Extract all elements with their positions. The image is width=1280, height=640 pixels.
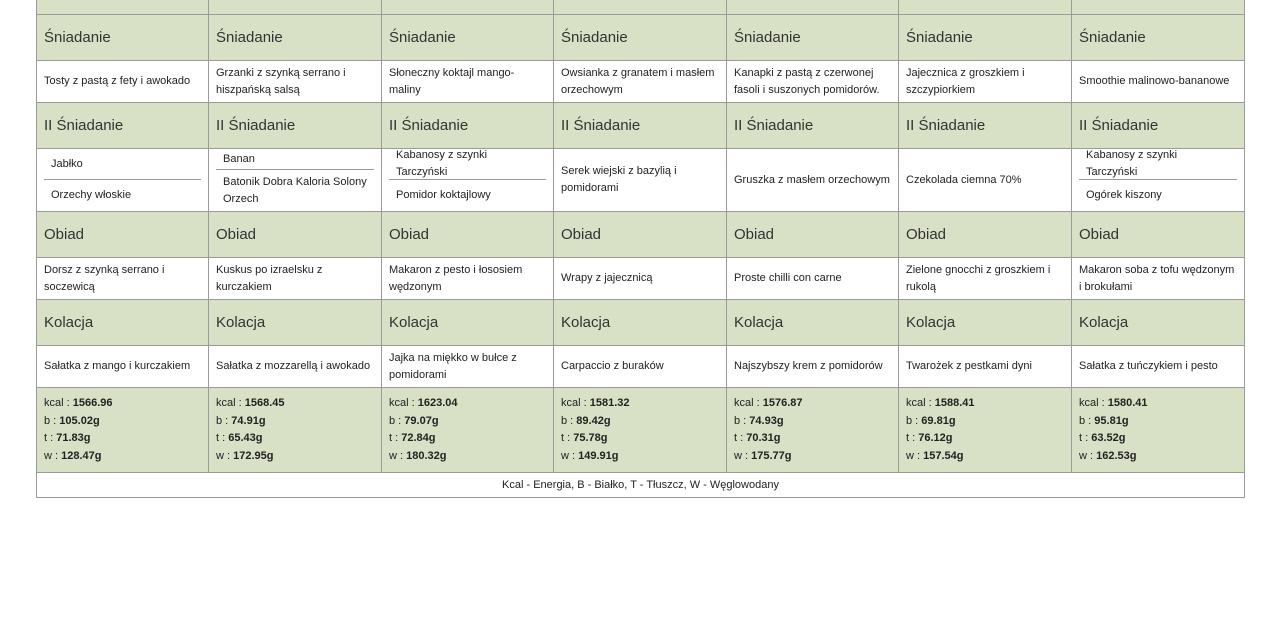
fat-value: 65.43g <box>228 432 263 444</box>
nutrition-cell: kcal : 1581.32 b : 89.42g t : 75.78g w : 149.91g <box>554 388 727 473</box>
nutrition-cell: kcal : 1588.41 b : 69.81g t : 76.12g w : 157.54g <box>899 388 1072 473</box>
meal-heading: II Śniadanie <box>1072 103 1245 149</box>
meal-heading: Kolacja <box>37 300 209 346</box>
meal-item: Pomidor koktajlowy <box>396 189 491 201</box>
meal-heading: Obiad <box>1072 212 1245 258</box>
meal-heading: Śniadanie <box>727 15 899 61</box>
meal-item: Makaron soba z tofu wędzonym i brokułami <box>1072 258 1245 300</box>
meal-item: Czekolada ciemna 70% <box>899 149 1072 212</box>
lunch-heading-row <box>37 212 1245 258</box>
meal-heading: Kolacja <box>554 300 727 346</box>
day-header <box>37 0 209 15</box>
meal-heading: Kolacja <box>1072 300 1245 346</box>
day-header <box>899 0 1072 15</box>
meal-heading: II Śniadanie <box>37 103 209 149</box>
legend: Kcal - Energia, B - Białko, T - Tłuszcz, W - Węglowodany <box>37 473 1245 498</box>
carbs-value: 149.91g <box>578 449 619 462</box>
fat-value: 75.78g <box>573 432 608 444</box>
meal-item: Jajka na miękko w bułce z pomidorami <box>382 346 554 388</box>
meal-heading: II Śniadanie <box>899 103 1072 149</box>
kcal-value: 1580.41 <box>1107 397 1148 409</box>
meal-heading: Obiad <box>727 212 899 258</box>
meal-heading: Śniadanie <box>382 15 554 61</box>
protein-value: 105.02g <box>59 414 100 427</box>
meal-heading: Śniadanie <box>37 15 209 61</box>
meal-item: Batonik Dobra Kaloria Solony Orzech <box>223 175 367 205</box>
meal-heading: II Śniadanie <box>382 103 554 149</box>
meal-item: Gruszka z masłem orzechowym <box>727 149 899 212</box>
meal-cell <box>1072 149 1245 212</box>
meal-heading: Kolacja <box>382 300 554 346</box>
protein-value: 95.81g <box>1094 414 1129 427</box>
meal-item: Kabanosy z szynki Tarczyński <box>389 149 546 180</box>
breakfast-heading-row <box>37 15 1245 61</box>
meal-cell <box>37 149 209 212</box>
meal-item: Ogórek kiszony <box>1086 189 1162 201</box>
carbs-value: 128.47g <box>61 449 102 462</box>
fat-value: 72.84g <box>401 432 436 444</box>
meal-heading: Śniadanie <box>899 15 1072 61</box>
meal-item: Banan <box>216 149 374 170</box>
meal-item: Kanapki z pastą z czerwonej fasoli i suszonych pomidorów. <box>727 61 899 103</box>
kcal-value: 1581.32 <box>589 397 630 409</box>
nutrition-cell: kcal : 1566.96 b : 105.02g t : 71.83g w : 128.47g <box>37 388 209 473</box>
day-header <box>209 0 382 15</box>
meal-item: Sałatka z mozzarellą i awokado <box>209 346 382 388</box>
meal-item: Orzechy włoskie <box>51 189 132 201</box>
meal-heading: II Śniadanie <box>209 103 382 149</box>
nutrition-row <box>37 388 1245 473</box>
meal-heading: Śniadanie <box>209 15 382 61</box>
meal-item: Carpaccio z buraków <box>554 346 727 388</box>
second-breakfast-heading-row <box>37 103 1245 149</box>
meal-heading: Obiad <box>382 212 554 258</box>
protein-value: 69.81g <box>921 414 956 427</box>
day-header-row <box>37 0 1245 15</box>
meal-item: Wrapy z jajecznicą <box>554 258 727 300</box>
meal-item: Proste chilli con carne <box>727 258 899 300</box>
lunch-row <box>37 258 1245 300</box>
meal-item: Kuskus po izraelsku z kurczakiem <box>209 258 382 300</box>
carbs-value: 162.53g <box>1096 449 1137 462</box>
meal-heading: Obiad <box>554 212 727 258</box>
day-header <box>1072 0 1245 15</box>
meal-item: Kabanosy z szynki Tarczyński <box>1079 149 1237 180</box>
meal-item: Jajecznica z groszkiem i szczypiorkiem <box>899 61 1072 103</box>
fat-value: 70.31g <box>746 432 781 444</box>
meal-item: Słoneczny koktajl mango-maliny <box>382 61 554 103</box>
kcal-value: 1568.45 <box>244 397 285 409</box>
carbs-value: 157.54g <box>923 449 964 462</box>
meal-heading: II Śniadanie <box>727 103 899 149</box>
second-breakfast-row <box>37 149 1245 212</box>
meal-heading: II Śniadanie <box>554 103 727 149</box>
meal-heading: Kolacja <box>727 300 899 346</box>
meal-item: Sałatka z tuńczykiem i pesto <box>1072 346 1245 388</box>
dinner-row <box>37 346 1245 388</box>
kcal-value: 1576.87 <box>762 397 803 409</box>
nutrition-cell: kcal : 1568.45 b : 74.91g t : 65.43g w : 172.95g <box>209 388 382 473</box>
meal-heading: Obiad <box>37 212 209 258</box>
legend-row <box>37 473 1245 498</box>
meal-item: Tosty z pastą z fety i awokado <box>37 61 209 103</box>
carbs-value: 172.95g <box>233 449 274 462</box>
meal-item: Grzanki z szynką serrano i hiszpańską salsą <box>209 61 382 103</box>
meal-item: Zielone gnocchi z groszkiem i rukolą <box>899 258 1072 300</box>
meal-item: Serek wiejski z bazylią i pomidorami <box>554 149 727 212</box>
meal-heading: Kolacja <box>899 300 1072 346</box>
carbs-value: 180.32g <box>406 449 447 462</box>
nutrition-cell: kcal : 1623.04 b : 79.07g t : 72.84g w : 180.32g <box>382 388 554 473</box>
fat-value: 76.12g <box>918 432 953 444</box>
breakfast-row <box>37 61 1245 103</box>
protein-value: 79.07g <box>404 414 439 427</box>
day-header <box>727 0 899 15</box>
carbs-value: 175.77g <box>751 449 792 462</box>
fat-value: 71.83g <box>56 432 91 444</box>
meal-heading: Śniadanie <box>554 15 727 61</box>
meal-cell <box>209 149 382 212</box>
kcal-value: 1588.41 <box>934 397 975 409</box>
nutrition-cell: kcal : 1580.41 b : 95.81g t : 63.52g w : 162.53g <box>1072 388 1245 473</box>
nutrition-cell: kcal : 1576.87 b : 74.93g t : 70.31g w : 175.77g <box>727 388 899 473</box>
meal-cell <box>382 149 554 212</box>
fat-value: 63.52g <box>1091 432 1126 444</box>
meal-item: Twarożek z pestkami dyni <box>899 346 1072 388</box>
meal-heading: Obiad <box>209 212 382 258</box>
dinner-heading-row <box>37 300 1245 346</box>
meal-heading: Śniadanie <box>1072 15 1245 61</box>
day-header <box>382 0 554 15</box>
meal-plan-table <box>36 0 1245 498</box>
kcal-value: 1623.04 <box>417 397 458 409</box>
meal-heading: Kolacja <box>209 300 382 346</box>
meal-item: Sałatka z mango i kurczakiem <box>37 346 209 388</box>
day-header <box>554 0 727 15</box>
meal-item: Jabłko <box>44 149 201 180</box>
kcal-value: 1566.96 <box>72 397 113 409</box>
meal-heading: Obiad <box>899 212 1072 258</box>
meal-item: Smoothie malinowo-bananowe <box>1072 61 1245 103</box>
meal-item: Owsianka z granatem i masłem orzechowym <box>554 61 727 103</box>
meal-item: Najszybszy krem z pomidorów <box>727 346 899 388</box>
protein-value: 89.42g <box>576 414 611 427</box>
protein-value: 74.91g <box>231 414 266 427</box>
protein-value: 74.93g <box>749 414 784 427</box>
meal-item: Dorsz z szynką serrano i soczewicą <box>37 258 209 300</box>
meal-item: Makaron z pesto i łososiem wędzonym <box>382 258 554 300</box>
